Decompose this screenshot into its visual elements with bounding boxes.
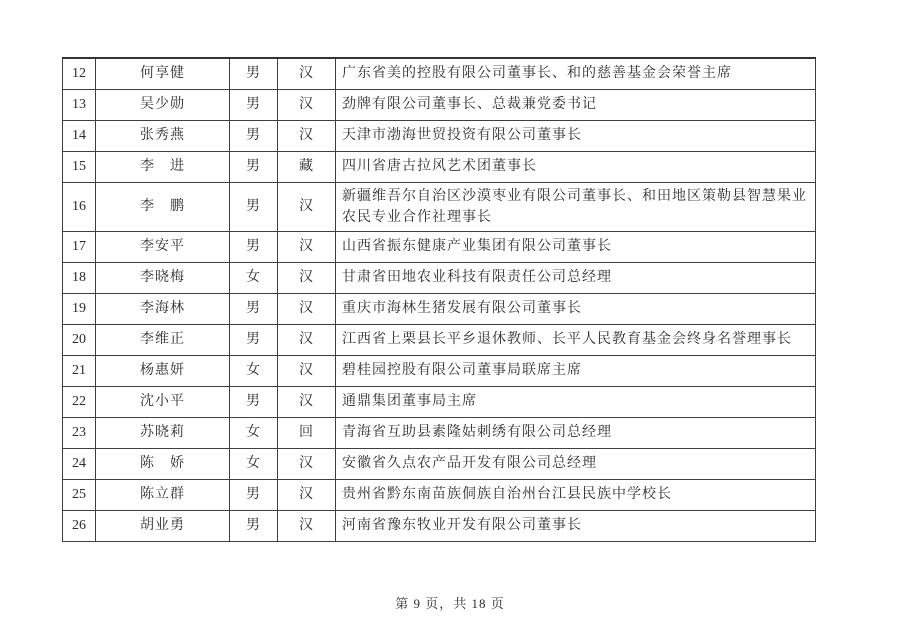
table-row xyxy=(63,89,816,120)
person-name: 李晓梅 xyxy=(96,262,230,293)
person-ethnicity: 汉 xyxy=(278,355,336,386)
person-gender: 女 xyxy=(230,262,278,293)
person-title: 青海省互助县素隆姑刺绣有限公司总经理 xyxy=(336,417,816,448)
person-title: 新疆维吾尔自治区沙漠枣业有限公司董事长、和田地区策勒县智慧果业农民专业合作社理事长 xyxy=(336,182,816,231)
row-number: 19 xyxy=(63,293,96,324)
row-number: 15 xyxy=(63,151,96,182)
table-row xyxy=(63,355,816,386)
row-number: 23 xyxy=(63,417,96,448)
person-title: 重庆市海林生猪发展有限公司董事长 xyxy=(336,293,816,324)
person-name: 李安平 xyxy=(96,231,230,262)
person-name: 苏晓莉 xyxy=(96,417,230,448)
roster-table xyxy=(62,57,816,542)
person-ethnicity: 汉 xyxy=(278,89,336,120)
person-gender: 女 xyxy=(230,417,278,448)
person-ethnicity: 汉 xyxy=(278,448,336,479)
person-ethnicity: 藏 xyxy=(278,151,336,182)
person-name: 陈立群 xyxy=(96,479,230,510)
person-name: 沈小平 xyxy=(96,386,230,417)
person-title: 贵州省黔东南苗族侗族自治州台江县民族中学校长 xyxy=(336,479,816,510)
person-gender: 男 xyxy=(230,151,278,182)
person-title: 碧桂园控股有限公司董事局联席主席 xyxy=(336,355,816,386)
person-title: 山西省振东健康产业集团有限公司董事长 xyxy=(336,231,816,262)
person-gender: 男 xyxy=(230,120,278,151)
person-title: 天津市渤海世贸投资有限公司董事长 xyxy=(336,120,816,151)
person-ethnicity: 汉 xyxy=(278,58,336,89)
person-title: 安徽省久点农产品开发有限公司总经理 xyxy=(336,448,816,479)
person-title: 劲牌有限公司董事长、总裁兼党委书记 xyxy=(336,89,816,120)
person-name: 陈 娇 xyxy=(96,448,230,479)
person-title: 广东省美的控股有限公司董事长、和的慈善基金会荣誉主席 xyxy=(336,58,816,89)
person-gender: 男 xyxy=(230,293,278,324)
person-title: 江西省上栗县长平乡退休教师、长平人民教育基金会终身名誉理事长 xyxy=(336,324,816,355)
person-title: 甘肃省田地农业科技有限责任公司总经理 xyxy=(336,262,816,293)
table-row xyxy=(63,293,816,324)
person-ethnicity: 汉 xyxy=(278,262,336,293)
person-gender: 男 xyxy=(230,510,278,541)
person-ethnicity: 汉 xyxy=(278,510,336,541)
person-ethnicity: 汉 xyxy=(278,479,336,510)
row-number: 12 xyxy=(63,58,96,89)
person-ethnicity: 汉 xyxy=(278,231,336,262)
table-row xyxy=(63,510,816,541)
person-title: 通鼎集团董事局主席 xyxy=(336,386,816,417)
person-ethnicity: 汉 xyxy=(278,324,336,355)
table-row xyxy=(63,417,816,448)
table-row xyxy=(63,386,816,417)
row-number: 20 xyxy=(63,324,96,355)
person-name: 张秀燕 xyxy=(96,120,230,151)
row-number: 13 xyxy=(63,89,96,120)
table-row xyxy=(63,151,816,182)
table-row xyxy=(63,448,816,479)
person-name: 胡业勇 xyxy=(96,510,230,541)
person-ethnicity: 汉 xyxy=(278,293,336,324)
page-footer: 第 9 页，共 18 页 xyxy=(395,596,505,611)
row-number: 26 xyxy=(63,510,96,541)
person-gender: 男 xyxy=(230,58,278,89)
person-gender: 女 xyxy=(230,355,278,386)
person-title: 四川省唐古拉风艺术团董事长 xyxy=(336,151,816,182)
row-number: 17 xyxy=(63,231,96,262)
row-number: 25 xyxy=(63,479,96,510)
person-gender: 男 xyxy=(230,479,278,510)
person-ethnicity: 回 xyxy=(278,417,336,448)
table-row xyxy=(63,324,816,355)
person-gender: 男 xyxy=(230,89,278,120)
person-gender: 男 xyxy=(230,324,278,355)
row-number: 14 xyxy=(63,120,96,151)
row-number: 22 xyxy=(63,386,96,417)
person-name: 李海林 xyxy=(96,293,230,324)
person-title: 河南省豫东牧业开发有限公司董事长 xyxy=(336,510,816,541)
person-name: 李维正 xyxy=(96,324,230,355)
table-row xyxy=(63,182,816,231)
row-number: 24 xyxy=(63,448,96,479)
person-name: 何享健 xyxy=(96,58,230,89)
table-body xyxy=(63,58,816,541)
person-name: 杨惠妍 xyxy=(96,355,230,386)
person-gender: 男 xyxy=(230,386,278,417)
table-row xyxy=(63,479,816,510)
person-name: 吴少勋 xyxy=(96,89,230,120)
table-row xyxy=(63,58,816,89)
person-name: 李 进 xyxy=(96,151,230,182)
person-gender: 男 xyxy=(230,182,278,231)
table-row xyxy=(63,120,816,151)
table-row xyxy=(63,262,816,293)
person-name: 李 鹏 xyxy=(96,182,230,231)
row-number: 18 xyxy=(63,262,96,293)
row-number: 21 xyxy=(63,355,96,386)
table-row xyxy=(63,231,816,262)
person-ethnicity: 汉 xyxy=(278,182,336,231)
person-ethnicity: 汉 xyxy=(278,120,336,151)
row-number: 16 xyxy=(63,182,96,231)
person-gender: 男 xyxy=(230,231,278,262)
person-gender: 女 xyxy=(230,448,278,479)
person-ethnicity: 汉 xyxy=(278,386,336,417)
